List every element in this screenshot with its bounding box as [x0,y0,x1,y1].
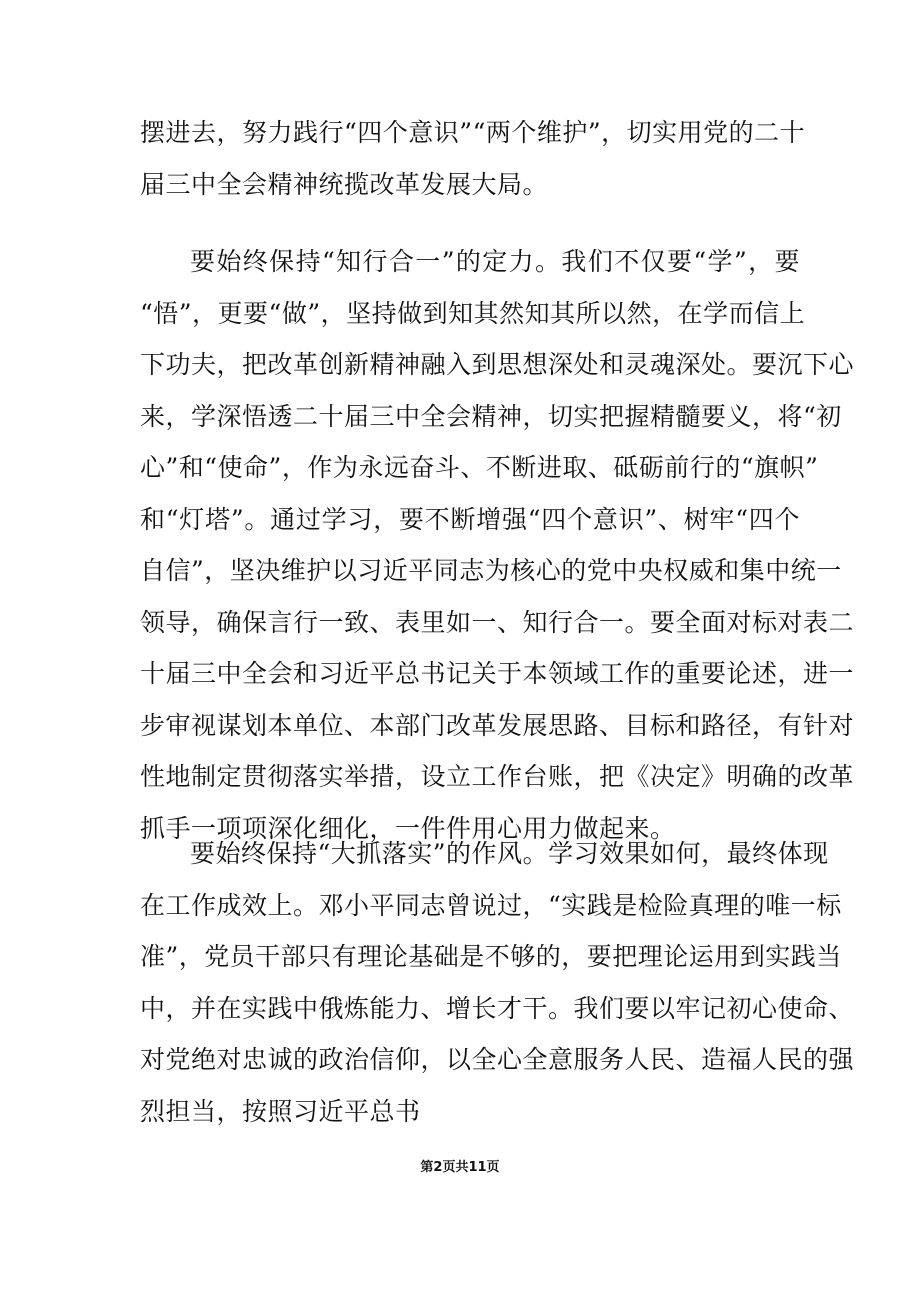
text-line: 摆进去，努力践行“四个意识”“两个维护”，切实用党的二十 [140,118,806,147]
text-line: 对党绝对忠诚的政治信仰，以全心全意服务人民、造福人民的强 [140,1045,855,1074]
text-line: 十届三中全会和习近平总书记关于本领域工作的重要论述，进一 [140,659,855,688]
text-line: 和“灯塔”。通过学习，要不断增强“四个意识”、树牢“四个 [140,504,800,534]
text-line: 抓手一项项深化细化，一件件用心用力做起来。 [140,813,676,843]
text-line: 自信”，坚决维护以习近平同志为核心的党中央权威和集中统一 [140,556,842,585]
text-line: 准”，党员干部只有理论基础是不够的，要把理论运用到实践当 [140,942,842,971]
text-line: 领导，确保言行一致、表里如一、知行合一。要全面对标对表二 [140,607,855,637]
text-line: 届三中全会精神统揽改革发展大局。 [140,169,549,199]
text-line: 来，学深悟透二十届三中全会精神，切实把握精髓要义，将“初 [140,401,842,431]
text-line: 中，并在实践中俄炼能力、增长才干。我们要以牢记初心使命、 [140,993,855,1023]
page-number-footer: 第2页共11页 [420,1160,500,1175]
text-line: 性地制定贯彻落实举措，设立工作台账，把《决定》明确的改革 [140,762,855,791]
text-line: 下功夫，把改革创新精神融入到思想深处和灵魂深处。要沉下心 [140,350,855,379]
text-line: 在工作成效上。邓小平同志曾说过，“实践是检险真理的唯一标 [140,890,842,920]
paragraph-3 [140,828,855,1137]
text-line: 要始终保持“大抓落实”的作风。学习效果如何，最终体现 [190,839,829,868]
text-line: 步审视谋划本单位、本部门改革发展思路、目标和路径，有针对 [140,710,855,740]
paragraph-1 [140,107,806,210]
text-line: “悟”，更要“做”，坚持做到知其然知其所以然，在学而信上 [140,298,806,328]
text-line: 要始终保持“知行合一”的定力。我们不仅要“学”，要 [190,247,800,276]
text-line: 烈担当，按照习近平总书 [140,1096,421,1126]
text-line: 心”和“使命”，作为永远奋斗、不断进取、砥砺前行的“旗帜” [140,453,819,482]
